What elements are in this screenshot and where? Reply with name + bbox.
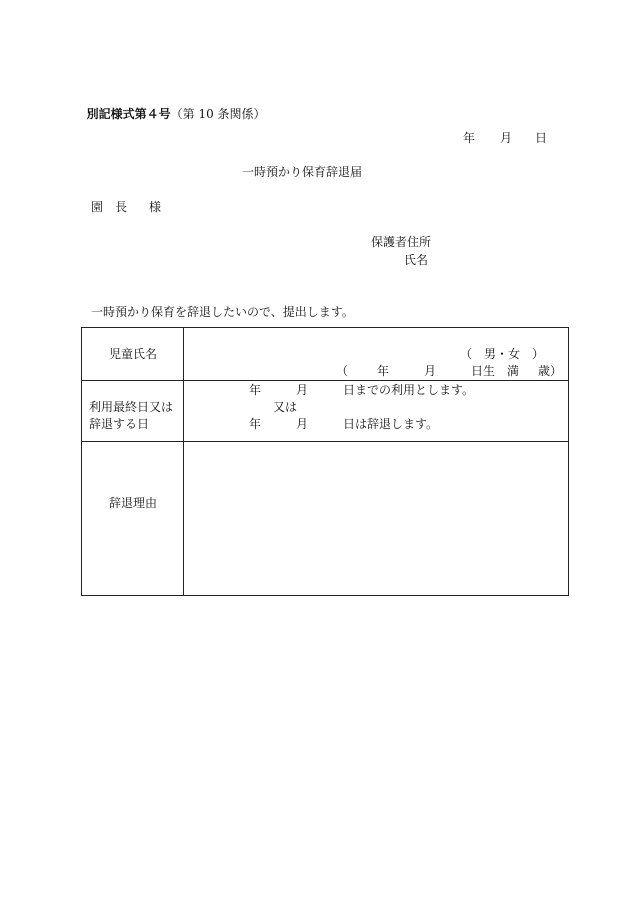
row-divider-1 <box>82 380 568 381</box>
form-number <box>79 96 266 120</box>
last-use-text: 日までの利用とします。 <box>343 383 475 397</box>
last-use-year-label: 年 <box>249 383 262 397</box>
date-day-label: 日 <box>535 131 548 145</box>
last-use-month-label: 月 <box>296 383 309 397</box>
withdraw-year-label: 年 <box>249 417 262 431</box>
last-day-label-line1: 利用最終日又は <box>89 400 174 414</box>
withdraw-text: 日は辞退します。 <box>343 417 439 431</box>
document-title: 一時預かり保育辞退届 <box>242 165 363 179</box>
intro-sentence: 一時預かり保育を辞退したいので、提出します。 <box>91 305 354 319</box>
child-sex-field[interactable]: （ 男・女 ） <box>460 347 545 361</box>
form-table <box>81 327 569 596</box>
birth-day-label: 日生 <box>471 364 496 378</box>
form-number-reference: （第 10 条関係） <box>170 107 266 121</box>
age-unit-label: 歳） <box>538 364 563 378</box>
age-full-label: 満 <box>507 364 520 378</box>
withdrawal-reason-label: 辞退理由 <box>109 496 158 510</box>
withdrawal-reason-field[interactable] <box>184 442 568 595</box>
date-year-label: 年 <box>463 131 476 145</box>
child-name-label: 児童氏名 <box>109 347 158 361</box>
or-text: 又は <box>273 400 298 414</box>
birth-year-label: 年 <box>377 364 390 378</box>
guardian-address-label: 保護者住所 <box>371 235 432 249</box>
date-month-label: 月 <box>500 131 513 145</box>
addressee-name: 園 長 <box>91 200 128 214</box>
last-day-label-line2: 辞退する日 <box>89 417 150 431</box>
birth-month-label: 月 <box>424 364 437 378</box>
withdraw-month-label: 月 <box>296 417 309 431</box>
guardian-name-label: 氏名 <box>404 253 429 267</box>
addressee-honorific: 様 <box>149 200 162 214</box>
birth-open-paren: （ <box>336 364 349 378</box>
form-number-label: 別記様式第４号 <box>86 107 171 121</box>
